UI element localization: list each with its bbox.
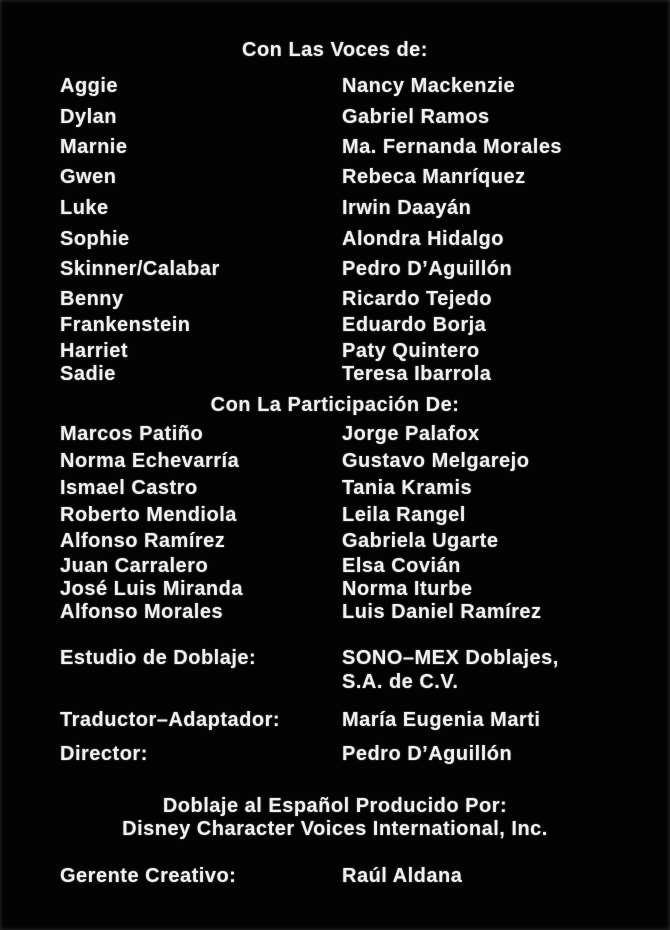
character-name: Sadie (60, 363, 116, 385)
character-name: Benny (60, 288, 124, 310)
participation-row (0, 424, 670, 446)
director-row (0, 744, 670, 766)
participant-name: Gustavo Melgarejo (342, 450, 530, 472)
actor-name: Ma. Fernanda Morales (342, 136, 563, 158)
participant-name: Elsa Covián (342, 555, 461, 577)
actor-name: Pedro D’Aguillón (342, 258, 513, 280)
participant-name: Roberto Mendiola (60, 504, 237, 526)
participation-row (0, 478, 670, 500)
actor-name: Ricardo Tejedo (342, 288, 492, 310)
translator-row (0, 710, 670, 732)
actor-name: Rebeca Manríquez (342, 166, 526, 188)
cast-row (0, 76, 670, 98)
studio-row-line2 (0, 672, 670, 694)
participation-row (0, 556, 670, 578)
participant-name: Jorge Palafox (342, 423, 480, 445)
participant-name: Marcos Patiño (60, 423, 204, 445)
character-name: Luke (60, 197, 109, 219)
studio-label: Estudio de Doblaje: (60, 647, 257, 669)
participant-name: José Luis Miranda (60, 578, 243, 600)
actor-name: Nancy Mackenzie (342, 75, 516, 97)
character-name: Harriet (60, 340, 128, 362)
participation-section-title: Con La Participación De: (210, 394, 460, 416)
character-name: Dylan (60, 106, 117, 128)
actor-name: Irwin Daayán (342, 197, 472, 219)
cast-row (0, 167, 670, 189)
participant-name: Juan Carralero (60, 555, 209, 577)
studio-row (0, 648, 670, 670)
cast-row (0, 137, 670, 159)
cast-row (0, 315, 670, 337)
director-value: Pedro D’Aguillón (342, 743, 513, 765)
participation-row (0, 505, 670, 527)
cast-row (0, 289, 670, 311)
participation-row (0, 602, 670, 624)
produced-by-line1: Doblaje al Español Producido Por: (162, 795, 508, 817)
participant-name: Tania Kramis (342, 477, 473, 499)
studio-value-line2: S.A. de C.V. (342, 671, 459, 693)
participant-name: Leila Rangel (342, 504, 466, 526)
participation-row (0, 579, 670, 601)
actor-name: Paty Quintero (342, 340, 480, 362)
character-name: Sophie (60, 228, 130, 250)
creative-manager-value: Raúl Aldana (342, 865, 463, 887)
actor-name: Eduardo Borja (342, 314, 487, 336)
cast-row (0, 198, 670, 220)
creative-manager-label: Gerente Creativo: (60, 865, 237, 887)
participant-name: Norma Iturbe (342, 578, 473, 600)
participation-row (0, 531, 670, 553)
director-label: Director: (60, 743, 148, 765)
participant-name: Luis Daniel Ramírez (342, 601, 542, 623)
character-name: Aggie (60, 75, 119, 97)
participant-name: Alfonso Ramírez (60, 530, 226, 552)
character-name: Frankenstein (60, 314, 191, 336)
participant-name: Norma Echevarría (60, 450, 240, 472)
actor-name: Gabriel Ramos (342, 106, 490, 128)
cast-row (0, 229, 670, 251)
produced-by-line2: Disney Character Voices International, Inc. (122, 818, 548, 840)
actor-name: Alondra Hidalgo (342, 228, 504, 250)
participant-name: Gabriela Ugarte (342, 530, 499, 552)
character-name: Skinner/Calabar (60, 258, 220, 280)
cast-row (0, 107, 670, 129)
studio-value-line1: SONO–MEX Doblajes, (342, 647, 559, 669)
participant-name: Ismael Castro (60, 477, 198, 499)
participant-name: Alfonso Morales (60, 601, 224, 623)
cast-row (0, 341, 670, 363)
creative-manager-row (0, 866, 670, 888)
cast-row (0, 364, 670, 386)
voices-section-title: Con Las Voces de: (242, 39, 428, 61)
cast-row (0, 259, 670, 281)
actor-name: Teresa Ibarrola (342, 363, 492, 385)
character-name: Marnie (60, 136, 128, 158)
translator-label: Traductor–Adaptador: (60, 709, 281, 731)
translator-value: María Eugenia Marti (342, 709, 541, 731)
participation-row (0, 451, 670, 473)
character-name: Gwen (60, 166, 117, 188)
